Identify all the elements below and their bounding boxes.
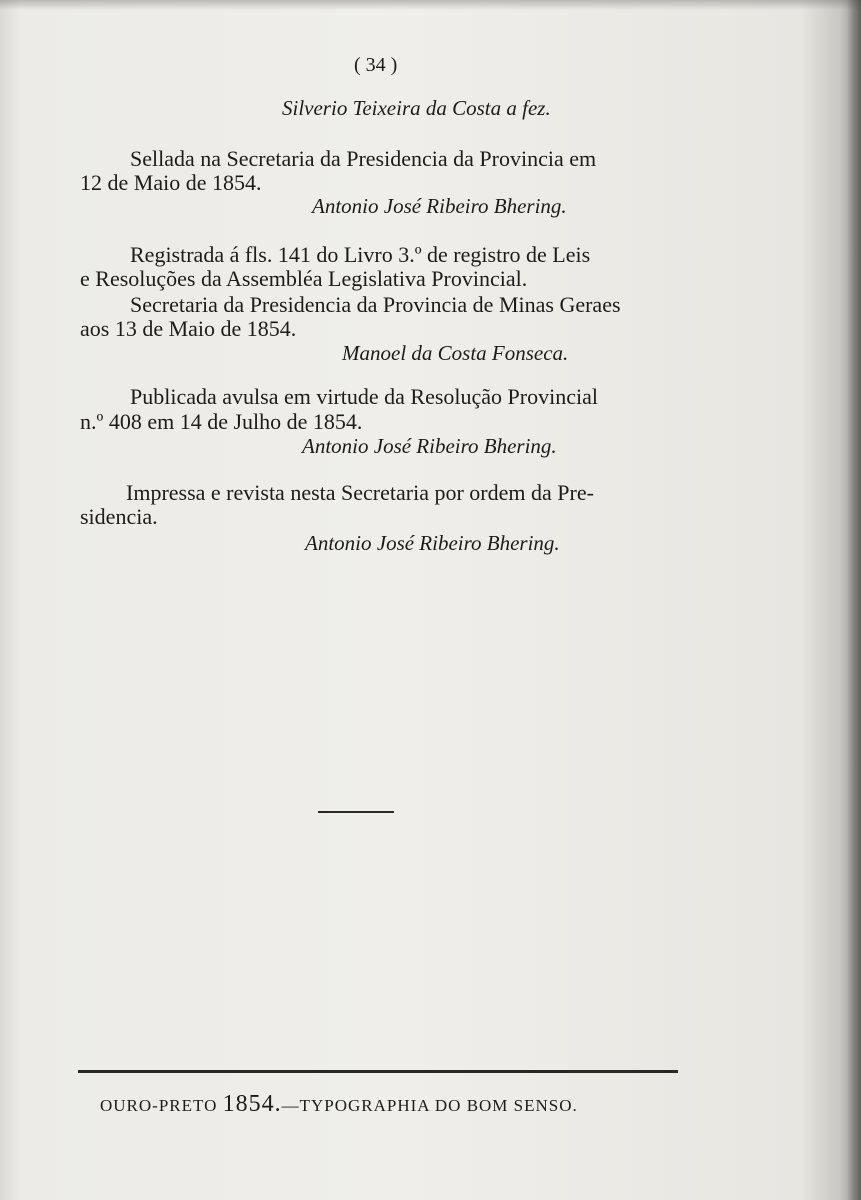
imprint-footer: [100, 1092, 578, 1116]
impressa-line-1: Impressa e revista nesta Secretaria por ordem da Pre-: [126, 480, 594, 505]
registrada-line-3: Secretaria da Presidencia da Provincia de Minas Geraes: [130, 292, 621, 317]
section-divider: [318, 811, 394, 813]
sellada-line-1: Sellada na Secretaria da Presidencia da Provincia em: [130, 146, 597, 171]
page-number: ( 34 ): [354, 54, 398, 76]
imprint-year: 1854.: [222, 1091, 282, 1117]
publicada-line-1: Publicada avulsa em virtude da Resolução Provincial: [130, 384, 598, 409]
sellada-line-2: 12 de Maio de 1854.: [80, 170, 262, 195]
registrada-line-4: aos 13 de Maio de 1854.: [80, 316, 297, 341]
page-top-shadow: [0, 0, 861, 10]
signature-silverio: Silverio Teixeira da Costa a fez.: [282, 96, 551, 120]
publicada-line-2: n.º 408 em 14 de Julho de 1854.: [80, 409, 363, 434]
signature-antonio-1: Antonio José Ribeiro Bhering.: [312, 194, 567, 218]
footer-rule: [78, 1070, 678, 1073]
registrada-line-2: e Resoluções da Assembléa Legislativa Provincial.: [80, 266, 528, 291]
signature-antonio-2: Antonio José Ribeiro Bhering.: [302, 434, 557, 458]
signature-manoel: Manoel da Costa Fonseca.: [342, 341, 569, 365]
imprint-press: —TYPOGRAPHIA DO BOM SENSO.: [281, 1096, 578, 1115]
imprint-city: OURO-PRETO: [100, 1096, 218, 1115]
page-binding-shadow: [847, 0, 861, 1200]
impressa-line-2: sidencia.: [80, 504, 158, 529]
signature-antonio-3: Antonio José Ribeiro Bhering.: [305, 531, 560, 555]
registrada-line-1: Registrada á fls. 141 do Livro 3.º de registro de Leis: [130, 242, 591, 267]
